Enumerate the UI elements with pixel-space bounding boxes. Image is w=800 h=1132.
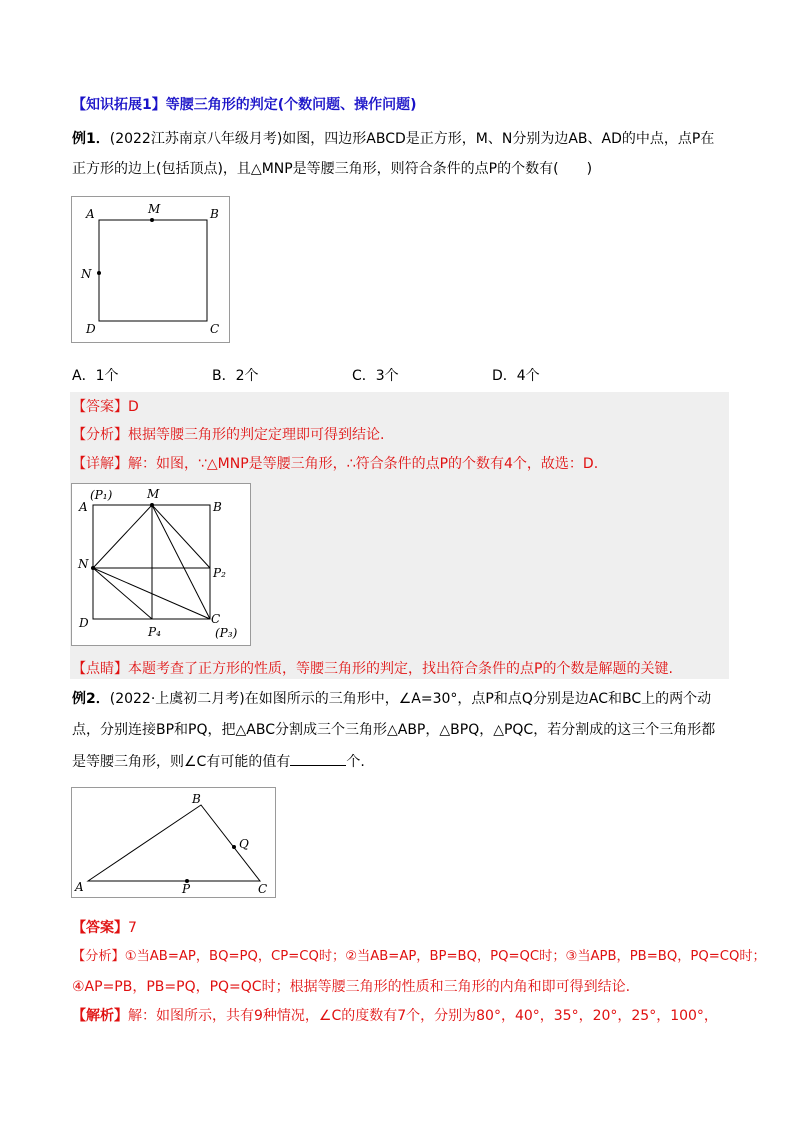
label-p4: P₄ [148,625,161,639]
point-n-2 [91,566,95,570]
detail-text: 解：如图，∵△MNP是等腰三角形，∴符合条件的点P的个数有4个，故选：D. [128,456,599,472]
example1-line2: 正方形的边上(包括顶点)，且△MNP是等腰三角形，则符合条件的点P的个数有( ) [72,161,593,177]
example2-solution [72,1006,718,1026]
example1-label: 例1． [72,131,110,147]
example1-detail [72,454,598,474]
label-b-2: B [213,500,222,514]
label-b-3: B [192,792,201,806]
point-q [232,845,236,849]
example2-answer [72,918,137,938]
analysis-text: 根据等腰三角形的判定定理即可得到结论. [128,427,385,443]
example2-label: 例2． [72,691,110,707]
example1-comment [72,659,673,679]
point-n [97,271,101,275]
label-c-3: C [258,882,268,896]
point-m [150,218,154,222]
answer-value-2: 7 [128,920,137,936]
example2-text3b: 个. [346,754,365,770]
example2-text1: (2022·上虞初二月考)在如图所示的三角形中，∠A=30°，点P和点Q分别是边AC和BC上的两个动 [109,691,712,707]
example1-text1: (2022江苏南京八年级月考)如图，四边形ABCD是正方形，M、N分别为边AB、AD的中点，点P在 [109,131,715,147]
label-a-2: A [79,500,88,514]
label-q: Q [239,837,249,851]
segment-n-m [93,505,152,568]
label-d: D [86,322,96,336]
label-p3: (P₃) [215,626,238,640]
segment-m-p2 [152,505,210,568]
detail-tag: 【详解】 [72,456,128,472]
example1-analysis [72,425,384,445]
example2-analysis1 [72,947,766,967]
example2-line3 [72,751,365,772]
example1-line1 [72,129,714,149]
option-c: C．3个 [352,368,399,384]
figure-triangle-abc [71,787,276,898]
figure-square-abcd [71,196,230,343]
label-p1: (P₁) [90,488,113,502]
label-d-2: D [79,616,89,630]
analysis-text-2a: ①当AB=AP，BQ=PQ，CP=CQ时；②当AB=AP，BP=BQ，PQ=QC时；③当APB，PB=BQ，PQ=CQ时； [124,949,766,964]
solution-tag: 【解析】 [72,1008,128,1024]
label-m: M [148,202,161,216]
label-a: A [86,207,95,221]
solution-text: 解：如图所示，共有9种情况，∠C的度数有7个，分别为80°，40°，35°，20°，25°，100°， [128,1008,718,1024]
analysis-tag: 【分析】 [72,427,128,443]
label-n: N [81,267,92,281]
option-b: B．2个 [212,368,259,384]
answer-tag: 【答案】 [72,399,128,415]
triangle-outline [88,805,260,881]
comment-tag: 【点睛】 [72,661,128,677]
label-c-2: C [211,612,221,626]
option-d: D．4个 [492,368,540,384]
analysis-tag-2: 【分析】 [72,949,125,964]
square-diagram [72,197,231,344]
example2-line2: 点，分别连接BP和PQ，把△ABC分割成三个三角形△ABP，△BPQ，△PQC，若分割成的这三个三角形都 [72,722,716,738]
option-a: A．1个 [72,368,119,384]
label-c: C [210,322,220,336]
label-n-2: N [78,557,89,571]
example2-text3a: 是等腰三角形，则∠C有可能的值有 [72,754,291,770]
section-title: 【知识拓展1】等腰三角形的判定(个数问题、操作问题) [72,97,417,113]
triangle-diagram [72,788,277,899]
segment-n-p4 [93,568,152,619]
label-p2: P₂ [213,566,226,580]
example2-line1 [72,689,711,709]
point-m-2 [150,503,154,507]
label-b: B [210,207,219,221]
square-outline [99,220,207,321]
label-p: P [182,882,191,896]
answer-blank [290,751,346,766]
example2-analysis2: ④AP=PB，PB=PQ，PQ=QC时；根据等腰三角形的性质和三角形的内角和即可得到结论. [72,979,631,995]
figure-solution-square [71,483,251,646]
example1-answer [72,397,139,417]
label-m-2: M [147,487,160,501]
solution-diagram [72,484,252,647]
answer-tag-2: 【答案】 [72,920,128,936]
comment-text: 本题考查了正方形的性质，等腰三角形的判定，找出符合条件的点P的个数是解题的关键. [128,661,673,677]
answer-value: D [128,399,139,415]
segment-m-c [152,505,210,619]
label-a-3: A [75,880,84,894]
